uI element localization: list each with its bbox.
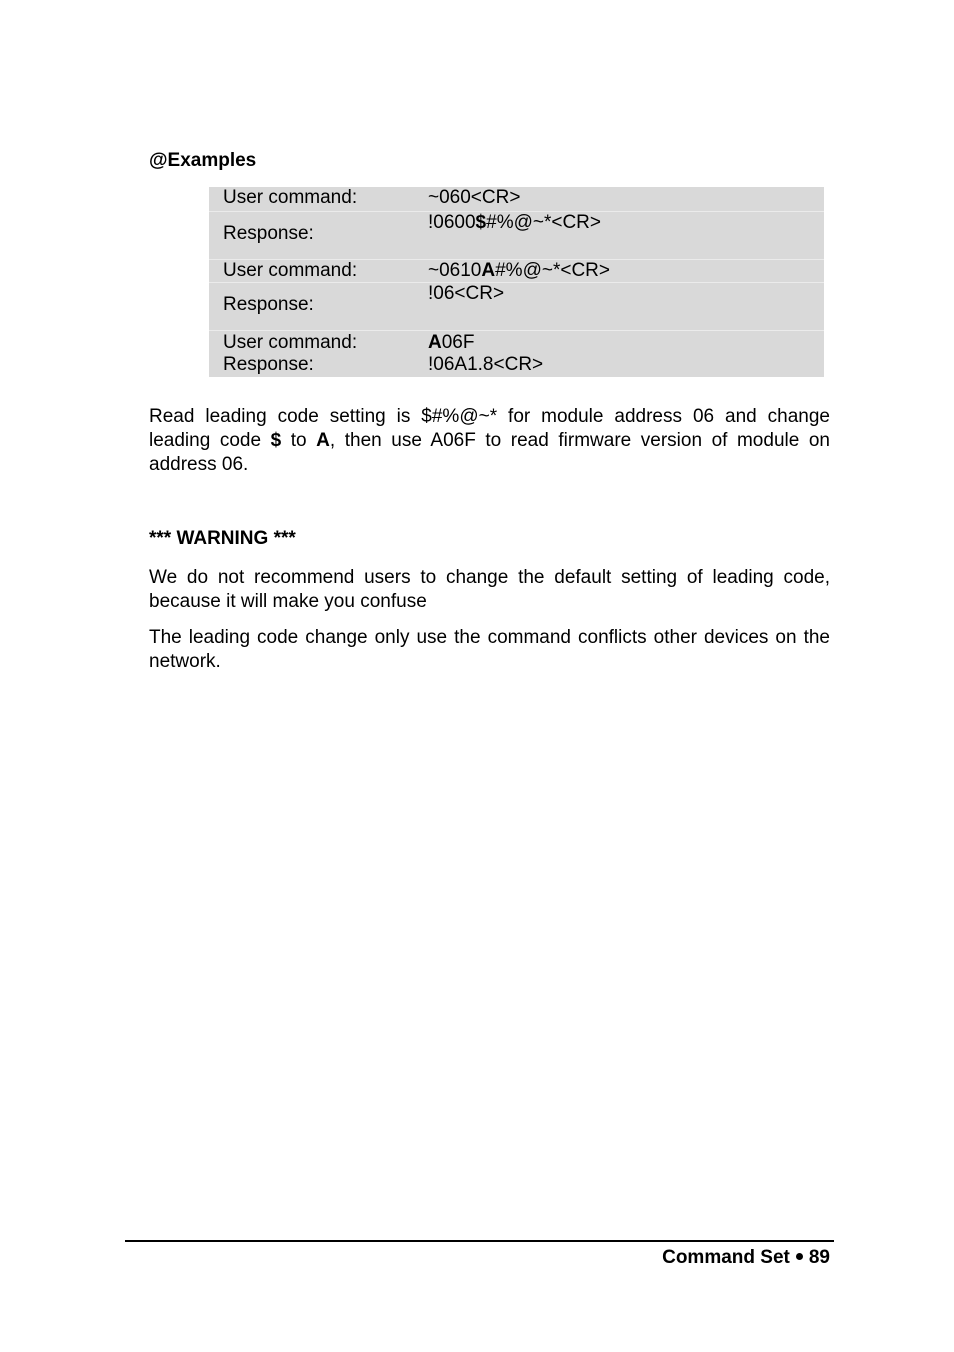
- description-paragraph: Read leading code setting is $#%@~* for module address 06 and change leading code $ to A, then use A06F to read firmware version of module on address 06.: [149, 406, 830, 475]
- warning-paragraph-1: We do not recommend users to change the default setting of leading code, because it will make you confuse: [149, 567, 830, 612]
- example-value: !06<CR>: [428, 283, 505, 304]
- example-label: Response:: [223, 294, 314, 315]
- example-value: A06F: [428, 332, 475, 353]
- example-row: [209, 354, 824, 377]
- example-row: [209, 211, 824, 259]
- example-value: ~0610A#%@~*<CR>: [428, 260, 610, 281]
- bullet-icon: [796, 1253, 803, 1260]
- footer-rule: [125, 1240, 834, 1242]
- example-value: ~060<CR>: [428, 187, 521, 208]
- example-label: Response:: [223, 354, 314, 375]
- example-row: [209, 330, 824, 355]
- page-footer: [662, 1246, 830, 1270]
- page-number: 89: [808, 1247, 830, 1268]
- warning-title: *** WARNING ***: [149, 528, 296, 549]
- example-label: User command:: [223, 332, 358, 353]
- example-label: Response:: [223, 223, 314, 244]
- example-row: [209, 187, 824, 211]
- example-value: !06A1.8<CR>: [428, 354, 544, 375]
- example-value: !0600$#%@~*<CR>: [428, 212, 601, 233]
- example-row: [209, 282, 824, 330]
- example-row: [209, 259, 824, 283]
- example-label: User command:: [223, 187, 358, 208]
- examples-table: [209, 187, 824, 377]
- examples-heading: @Examples: [149, 150, 257, 171]
- warning-paragraph-2: The leading code change only use the command conflicts other devices on the network.: [149, 627, 830, 672]
- footer-section-title: Command Set: [662, 1247, 790, 1268]
- example-label: User command:: [223, 260, 358, 281]
